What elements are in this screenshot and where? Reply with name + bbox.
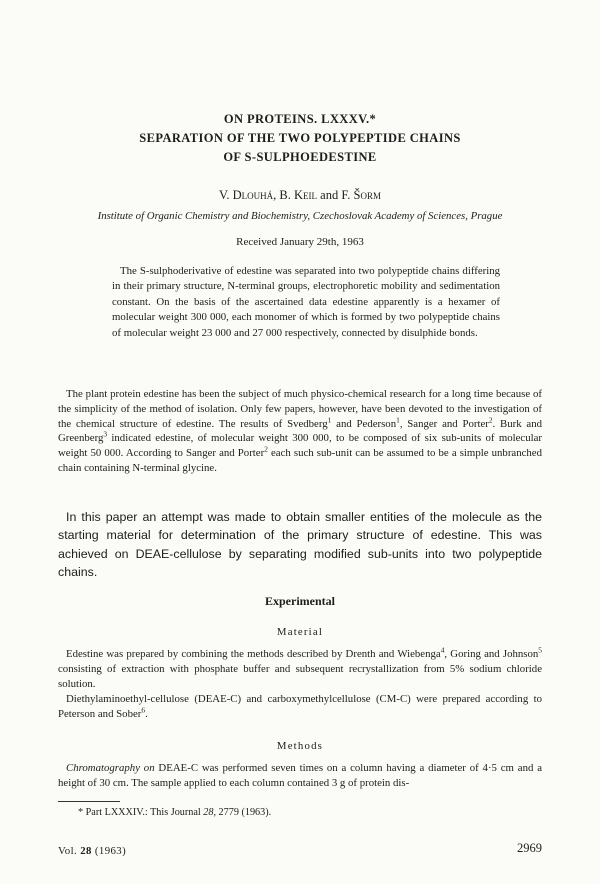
author-line	[60, 188, 540, 203]
experimental-heading: Experimental	[265, 594, 335, 608]
ref-superscript: 1	[327, 415, 332, 424]
intro-text-5: indicated edestine, of molecular weight 300 000, to be composed of six sub-units of molecular weight 50 000. According to Sanger and Porter	[58, 432, 542, 460]
ref-superscript: 6	[141, 705, 146, 715]
intro-paragraph	[58, 387, 542, 476]
author-separator-1: , B.	[273, 188, 295, 202]
material-paragraph-1	[58, 647, 542, 692]
ref-superscript: 2	[488, 415, 493, 424]
methods-text: DEAE-C was performed seven times on a column having a diameter of 4·5 cm and a height of 30 cm. The sample applied to each column contained 3 g of protein dis-	[58, 762, 542, 789]
volume-year: (1963)	[91, 845, 127, 857]
footnote-text-1: * Part LXXXIV.: This Journal	[78, 807, 204, 818]
material-text-3: consisting of extraction with phosphate buffer and subsequent recrystallization from 5% sodium chloride solution.	[58, 663, 542, 690]
volume-number: 28	[80, 845, 92, 857]
affiliation: Institute of Organic Chemistry and Biochemistry, Czechoslovak Academy of Sciences, Prague	[97, 210, 503, 222]
methods-heading: Methods	[276, 740, 324, 752]
article-title-line-2: SEPARATION OF THE TWO POLYPEPTIDE CHAINS	[139, 131, 461, 145]
page-number: 2969	[517, 841, 542, 855]
intro-text-3: , Sanger and Porter	[399, 417, 489, 430]
article-title-line-1: ON PROTEINS. LXXXV.*	[223, 112, 377, 126]
intro-text-4: . Burk and Greenberg	[58, 417, 543, 445]
material-heading: Material	[276, 626, 324, 638]
material-text-2: , Goring and Johnson	[444, 648, 539, 660]
author2-name: Keil	[294, 188, 318, 202]
author1-name: Dlouhá	[232, 188, 274, 202]
material-text-1: Edestine was prepared by combining the methods described by Drenth and Wiebenga	[66, 648, 441, 660]
abstract: The S-sulphoderivative of edestine was separated into two polypeptide chains differing in their primary structure, N-terminal groups, electrophoretic mobility and sedimentation constant. On the basis of the ascertained data edestine apparently is a hexamer of molecular weight 300 000, each monomer of which is formed by two polypeptide chains of molecular weight 23 000 and 27 000 respectively, connected by disulphide bonds.	[112, 265, 500, 339]
intro-text-1: The plant protein edestine has been the subject of much physico-chemical research for a long time because of the simplicity of the method of isolation. Only few papers, however, have been devoted to the investigation of the chemical structure of edestine. The results of Svedberg	[58, 388, 542, 430]
ref-superscript: 5	[538, 645, 542, 655]
ref-superscript: 4	[440, 645, 445, 655]
author3-name: Šorm	[353, 188, 382, 202]
footnote-volume: 28	[203, 807, 214, 818]
material-text-4: Diethylaminoethyl-cellulose (DEAE-C) and carboxymethylcellulose (CM-C) were prepared according to Peterson and Sober	[58, 693, 542, 720]
footnote-rule	[58, 801, 120, 802]
volume-label	[58, 845, 126, 857]
methods-lead-italic: Chromatography on	[66, 762, 155, 774]
intro-text-2: and Pederson	[331, 417, 397, 430]
volume-prefix: Vol.	[58, 845, 81, 857]
author1-initial: V.	[218, 188, 233, 202]
methods-paragraph	[58, 761, 542, 791]
footnote	[78, 807, 271, 818]
footnote-text-2: , 2779 (1963).	[213, 807, 272, 818]
material-paragraph-2	[58, 692, 542, 722]
ref-superscript: 3	[103, 429, 108, 439]
received-date: Received January 29th, 1963	[236, 236, 364, 248]
author-separator-2: and F.	[317, 188, 354, 202]
intro-text-6: each such sub-unit can be assumed to be a simple unbranched chain containing N-terminal glycine.	[58, 447, 542, 474]
article-title-line-3: OF S-SULPHOEDESTINE	[223, 150, 377, 164]
aim-paragraph: In this paper an attempt was made to obtain smaller entities of the molecule as the starting material for determination of the primary structure of edestine. This was achieved on DEAE-cellulose by separating modified sub-units into two polypeptide chains.	[58, 510, 542, 580]
ref-superscript: 2	[264, 444, 268, 454]
ref-superscript: 1	[396, 415, 400, 424]
material-text-5: .	[145, 708, 148, 720]
